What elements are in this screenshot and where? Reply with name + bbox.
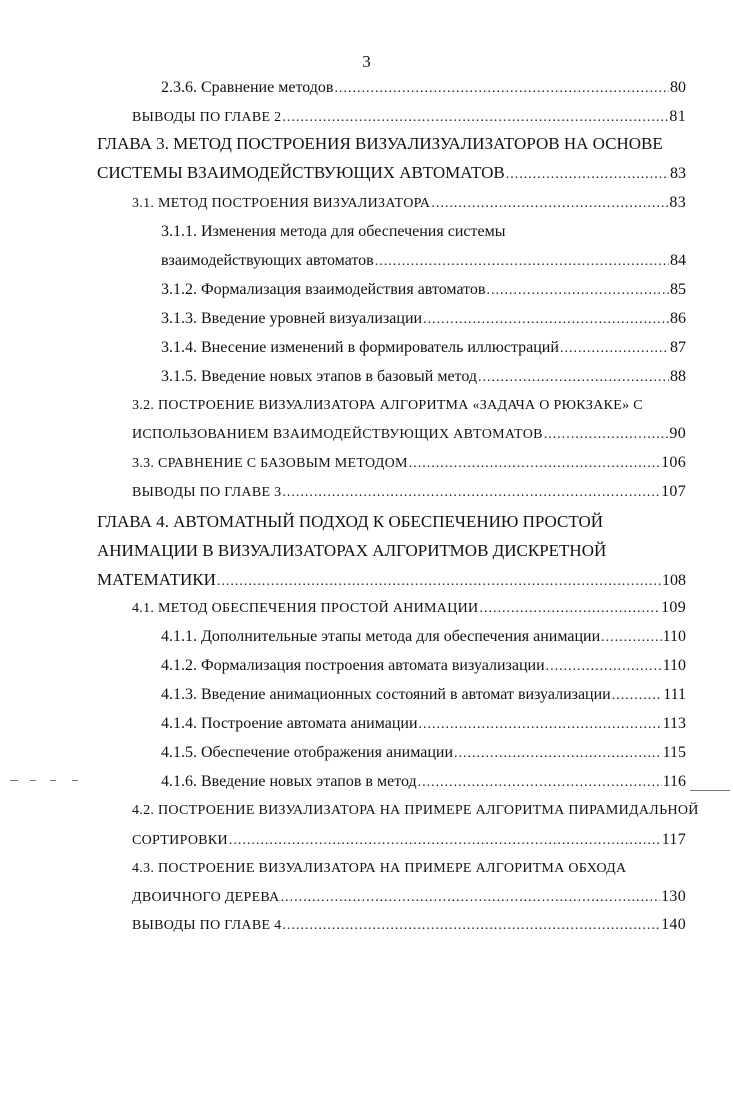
leader-dots — [431, 194, 668, 214]
toc-entry-page: 108 — [662, 572, 686, 589]
toc-entry-page: 85 — [670, 281, 686, 298]
toc-chapter-3 — [97, 163, 686, 185]
toc-entry-page: 81 — [669, 108, 686, 125]
leader-dots — [282, 916, 660, 936]
leader-dots — [506, 165, 669, 185]
toc-entry-text: 3.1.5. Введение новых этапов в базовый метод — [161, 368, 477, 385]
toc-entry-3-2-title — [132, 396, 692, 416]
toc-entry-text: 4.3. ПОСТРОЕНИЕ ВИЗУАЛИЗАТОРА НА ПРИМЕРЕ АЛГОРИТМА ОБХОДА — [132, 861, 627, 876]
toc-entry-text: 4.1.1. Дополнительные этапы метода для обеспечения анимации — [161, 628, 601, 645]
toc-entry-page: 110 — [662, 628, 686, 645]
toc-entry-4-2 — [132, 830, 686, 851]
toc-chapter-3-title — [97, 134, 697, 154]
toc-entry-text: 3.1. МЕТОД ПОСТРОЕНИЯ ВИЗУАЛИЗАТОРА — [132, 196, 431, 211]
toc-entry-text: 4.1.4. Построение автомата анимации — [161, 715, 418, 732]
toc-entry-3-1-2 — [161, 280, 686, 301]
toc-entry-4-1-2 — [161, 656, 686, 677]
toc-entry-3-1-1 — [161, 251, 686, 272]
toc-entry-page: 110 — [662, 657, 686, 674]
toc-entry-3-1-1-title — [161, 222, 686, 242]
toc-entry-page: 84 — [670, 252, 686, 269]
scan-mark — [50, 780, 56, 781]
toc-entry-page: 111 — [663, 686, 686, 703]
toc-entry-3-1 — [132, 193, 686, 214]
leader-dots — [478, 368, 669, 388]
leader-dots — [282, 483, 660, 503]
leader-dots — [486, 281, 669, 301]
toc-entry-text: ВЫВОДЫ ПО ГЛАВЕ 2 — [132, 110, 282, 125]
toc-entry-text: 3.1.4. Внесение изменений в формирователь иллюстраций — [161, 339, 559, 356]
toc-entry-text: 4.1.5. Обеспечение отображения анимации — [161, 744, 453, 761]
toc-entry-4-1-6 — [161, 772, 686, 793]
toc-entry-page: 115 — [662, 744, 686, 761]
leader-dots — [409, 454, 660, 474]
toc-entry-text: 2.3.6. Сравнение методов — [161, 79, 334, 96]
leader-dots — [544, 425, 669, 445]
leader-dots — [560, 339, 669, 359]
scan-mark — [690, 790, 730, 791]
toc-entry-text: 3.1.1. Изменения метода для обеспечения системы — [161, 223, 506, 240]
toc-entry-page: 116 — [662, 773, 686, 790]
toc-entry-page: 106 — [661, 454, 686, 471]
toc-entry-4-1 — [132, 598, 686, 619]
leader-dots — [334, 79, 669, 99]
toc-entry-4-1-4 — [161, 714, 686, 735]
toc-entry-conclusions-2 — [132, 107, 686, 128]
toc-entry-page: 86 — [670, 310, 686, 327]
toc-entry-text: АНИМАЦИИ В ВИЗУАЛИЗАТОРАХ АЛГОРИТМОВ ДИСКРЕТНОЙ — [97, 541, 607, 560]
toc-entry-4-3 — [132, 887, 686, 908]
toc-entry-text: МАТЕМАТИКИ — [97, 570, 216, 589]
toc-entry-4-1-3 — [161, 685, 686, 706]
leader-dots — [454, 744, 662, 764]
toc-entry-page: 83 — [670, 165, 686, 182]
toc-entry-text: 4.1.3. Введение анимационных состояний в автомат визуализации — [161, 686, 611, 703]
toc-chapter-4 — [97, 570, 686, 592]
toc-entry-4-1-5 — [161, 743, 686, 764]
toc-entry-text: ВЫВОДЫ ПО ГЛАВЕ 4 — [132, 918, 282, 933]
leader-dots — [418, 773, 662, 793]
toc-entry-3-1-3 — [161, 309, 686, 330]
toc-entry-page: 90 — [669, 425, 686, 442]
toc-entry-text: 4.1.2. Формализация построения автомата визуализации — [161, 657, 545, 674]
toc-entry-text: 3.1.2. Формализация взаимодействия автоматов — [161, 281, 486, 298]
leader-dots — [282, 108, 668, 128]
leader-dots — [612, 686, 662, 706]
leader-dots — [479, 599, 660, 619]
page-number: 3 — [362, 52, 371, 71]
toc-entry-text: 4.1.6. Введение новых этапов в метод — [161, 773, 417, 790]
toc-entry-page: 83 — [669, 194, 686, 211]
scan-mark — [10, 780, 18, 781]
toc-entry-text: ИСПОЛЬЗОВАНИЕМ ВЗАИМОДЕЙСТВУЮЩИХ АВТОМАТОВ — [132, 427, 543, 442]
toc-entry-page: 130 — [661, 888, 686, 905]
toc-entry-2-3-6 — [161, 78, 686, 99]
toc-entry-page: 80 — [670, 79, 686, 96]
toc-entry-3-3 — [132, 453, 686, 474]
toc-entry-text: ДВОИЧНОГО ДЕРЕВА — [132, 890, 280, 905]
toc-chapter-4-title-2 — [97, 541, 697, 561]
toc-entry-text: 4.2. ПОСТРОЕНИЕ ВИЗУАЛИЗАТОРА НА ПРИМЕРЕ АЛГОРИТМА ПИРАМИДАЛЬНОЙ — [132, 803, 699, 818]
leader-dots — [546, 657, 662, 677]
toc-entry-page: 113 — [662, 715, 686, 732]
toc-entry-3-1-4 — [161, 338, 686, 359]
toc-entry-conclusions-3 — [132, 482, 686, 503]
toc-entry-text: ГЛАВА 3. МЕТОД ПОСТРОЕНИЯ ВИЗУАЛИЗУАЛИЗАТОРОВ НА ОСНОВЕ — [97, 134, 663, 153]
leader-dots — [217, 572, 661, 592]
toc-entry-page: 88 — [670, 368, 686, 385]
toc-entry-3-2 — [132, 424, 686, 445]
toc-entry-page: 140 — [661, 916, 686, 933]
leader-dots — [281, 888, 661, 908]
toc-entry-conclusions-4 — [132, 915, 686, 936]
leader-dots — [229, 831, 661, 851]
leader-dots — [423, 310, 669, 330]
toc-entry-4-1-1 — [161, 627, 686, 648]
toc-entry-text: 3.1.3. Введение уровней визуализации — [161, 310, 423, 327]
toc-entry-text: 3.3. СРАВНЕНИЕ С БАЗОВЫМ МЕТОДОМ — [132, 456, 408, 471]
leader-dots — [375, 252, 669, 272]
toc-entry-text: 3.2. ПОСТРОЕНИЕ ВИЗУАЛИЗАТОРА АЛГОРИТМА «ЗАДАЧА О РЮКЗАКЕ» С — [132, 398, 643, 413]
toc-entry-4-3-title — [132, 859, 692, 879]
toc-entry-text: ВЫВОДЫ ПО ГЛАВЕ 3 — [132, 485, 282, 500]
toc-entry-page: 117 — [661, 831, 686, 848]
toc-entry-3-1-5 — [161, 367, 686, 388]
leader-dots — [601, 628, 661, 648]
toc-entry-page: 87 — [670, 339, 686, 356]
toc-entry-page: 107 — [661, 483, 686, 500]
scan-mark — [72, 780, 78, 781]
toc-entry-text: 4.1. МЕТОД ОБЕСПЕЧЕНИЯ ПРОСТОЙ АНИМАЦИИ — [132, 601, 479, 616]
toc-chapter-4-title-1 — [97, 512, 697, 532]
toc-entry-page: 109 — [661, 599, 686, 616]
toc-entry-text: взаимодействующих автоматов — [161, 252, 374, 269]
toc-entry-text: ГЛАВА 4. АВТОМАТНЫЙ ПОДХОД К ОБЕСПЕЧЕНИЮ ПРОСТОЙ — [97, 512, 604, 531]
scan-mark — [30, 780, 36, 781]
toc-entry-text: СОРТИРОВКИ — [132, 833, 228, 848]
toc-entry-text: СИСТЕМЫ ВЗАИМОДЕЙСТВУЮЩИХ АВТОМАТОВ — [97, 163, 505, 182]
leader-dots — [419, 715, 662, 735]
toc-entry-4-2-title — [132, 801, 699, 821]
